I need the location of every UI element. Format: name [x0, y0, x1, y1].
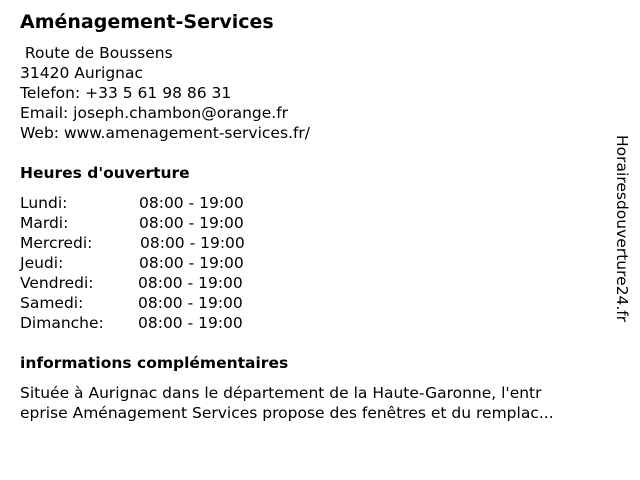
hours-row-thursday: [20, 253, 300, 273]
day-hours: 08:00 - 19:00: [139, 214, 244, 232]
day-hours: 08:00 - 19:00: [138, 274, 243, 292]
day-label: Samedi:: [20, 294, 84, 312]
hours-row-sunday: [20, 313, 300, 333]
hours-row-wednesday: [20, 233, 300, 253]
description-line: eprise Aménagement Services propose des fenêtres et du remplac...: [20, 404, 554, 422]
email-address: Email: joseph.chambon@orange.fr: [20, 104, 289, 122]
day-label: Mercredi:: [20, 234, 93, 252]
day-label: Mardi:: [20, 214, 69, 232]
day-hours: 08:00 - 19:00: [140, 234, 245, 252]
day-hours: 08:00 - 19:00: [138, 294, 243, 312]
day-label: Lundi:: [20, 194, 68, 212]
site-watermark: Horairesdouverture24.fr: [613, 135, 631, 323]
day-label: Jeudi:: [20, 254, 64, 272]
description-line: Située à Aurignac dans le département de la Haute-Garonne, l'entr: [20, 384, 542, 402]
hours-row-monday: [20, 193, 300, 213]
website-url: Web: www.amenagement-services.fr/: [20, 124, 311, 142]
opening-hours-heading: Heures d'ouverture: [20, 164, 190, 182]
day-label: Dimanche:: [20, 314, 104, 332]
additional-info-heading: informations complémentaires: [20, 354, 289, 372]
day-hours: 08:00 - 19:00: [139, 254, 244, 272]
day-hours: 08:00 - 19:00: [138, 314, 243, 332]
street-address: Route de Boussens: [20, 44, 173, 62]
business-name: Aménagement-Services: [20, 11, 274, 33]
day-hours: 08:00 - 19:00: [139, 194, 244, 212]
hours-row-saturday: [20, 293, 300, 313]
hours-row-tuesday: [20, 213, 300, 233]
city-postcode: 31420 Aurignac: [20, 64, 144, 82]
hours-row-friday: [20, 273, 300, 293]
day-label: Vendredi:: [20, 274, 94, 292]
phone-number: Telefon: +33 5 61 98 86 31: [20, 84, 232, 102]
